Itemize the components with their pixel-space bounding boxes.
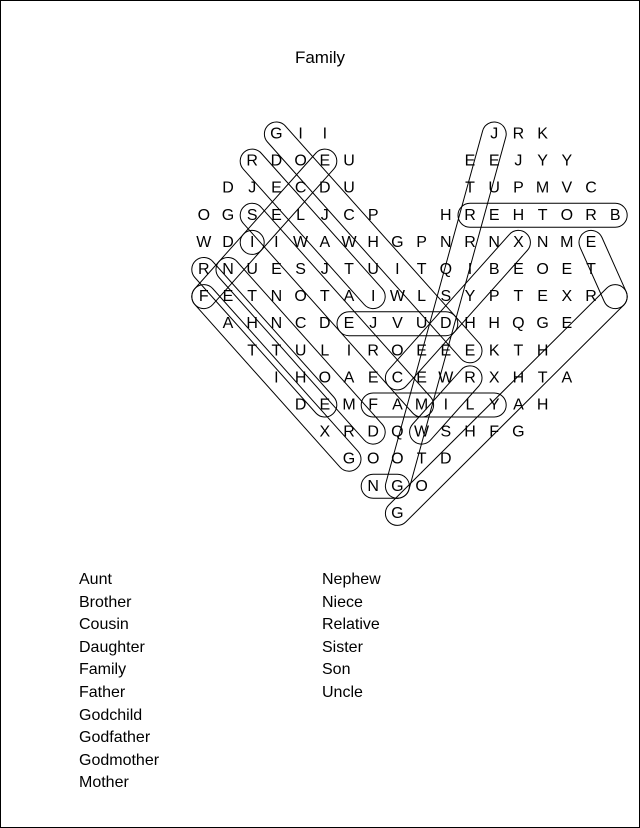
word-list-item: Godmother — [79, 751, 160, 769]
grid-letter: J — [514, 152, 523, 170]
grid-letter: N — [536, 233, 549, 251]
grid-letter: D — [319, 179, 331, 197]
grid-letter: T — [537, 206, 548, 224]
grid-letter: M — [560, 233, 574, 251]
grid-letter: J — [490, 125, 499, 143]
grid-letter: R — [464, 233, 476, 251]
grid-letter: T — [416, 261, 427, 278]
grid-letter: A — [319, 233, 331, 251]
grid-letter: E — [271, 179, 282, 197]
grid-letter: A — [513, 396, 524, 414]
grid-letter: D — [440, 315, 452, 333]
grid-letter: T — [513, 288, 524, 306]
grid-letter: Y — [464, 288, 476, 306]
grid-letter: V — [561, 179, 573, 197]
grid-letter: E — [416, 342, 427, 360]
grid-letter: E — [561, 315, 573, 333]
answer-loop — [235, 198, 438, 422]
word-list-item: Sister — [322, 638, 363, 656]
word-list-item: Nephew — [322, 571, 381, 588]
grid-letter: T — [344, 261, 354, 278]
grid-letter: H — [294, 369, 307, 387]
grid-letter: E — [271, 206, 282, 224]
grid-letter: G — [536, 315, 549, 333]
grid-letter: H — [440, 206, 452, 224]
grid-letter: A — [343, 369, 355, 387]
grid-letter: P — [513, 179, 524, 197]
grid-letter: G — [391, 233, 404, 251]
grid-letter: J — [320, 206, 329, 224]
grid-letter: S — [440, 288, 452, 306]
word-list-item: Family — [79, 661, 127, 679]
grid-letter: N — [488, 233, 500, 251]
grid-letter: O — [294, 152, 307, 170]
word-list-item: Godchild — [79, 706, 143, 724]
grid-letter: I — [298, 125, 303, 143]
grid-letter: R — [512, 125, 525, 143]
grid-letter: I — [274, 369, 279, 387]
grid-letter: W — [196, 233, 212, 251]
grid-letter: E — [561, 261, 573, 278]
grid-letter: T — [586, 261, 596, 278]
grid-letter: T — [271, 342, 282, 360]
grid-letter: N — [222, 261, 234, 278]
word-list-item: Niece — [322, 593, 363, 611]
grid-letter: G — [512, 423, 525, 441]
word-list-item: Godfather — [79, 729, 151, 747]
grid-letter: P — [488, 288, 500, 306]
grid-letter: Y — [488, 396, 500, 414]
grid-letter: M — [414, 396, 429, 414]
grid-letter: O — [391, 342, 404, 360]
word-list-right — [322, 569, 381, 705]
grid-letter: Y — [537, 152, 548, 170]
answer-loop — [235, 144, 390, 313]
grid-letter: A — [392, 396, 403, 414]
grid-letter: I — [322, 125, 328, 143]
grid-letter: C — [585, 179, 597, 197]
grid-letter: I — [346, 342, 352, 360]
grid-letter: R — [585, 288, 597, 306]
grid-letter: V — [392, 315, 403, 333]
grid-letter: U — [343, 152, 355, 170]
grid-letter: J — [248, 179, 257, 197]
grid-letter: I — [370, 288, 376, 306]
grid-letter: A — [222, 315, 234, 333]
grid-letter: A — [343, 288, 355, 306]
grid-letter: T — [537, 369, 548, 387]
grid-letter: I — [395, 261, 400, 278]
grid-letter: I — [249, 233, 255, 251]
grid-letter: D — [270, 152, 283, 170]
grid-letter: X — [561, 288, 573, 306]
grid-letter: S — [295, 261, 306, 278]
grid-letter: H — [512, 369, 525, 387]
grid-letter: H — [512, 206, 525, 224]
word-search-grid — [1, 1, 639, 561]
grid-letter: E — [367, 369, 379, 387]
grid-letter: R — [585, 206, 597, 224]
grid-letter: X — [319, 423, 331, 441]
grid-letter: W — [389, 288, 405, 306]
grid-letter: Q — [391, 423, 404, 441]
grid-letter: P — [367, 206, 379, 224]
grid-letter: W — [438, 369, 454, 387]
grid-letter: E — [271, 261, 282, 278]
grid-letter: H — [367, 233, 379, 251]
grid-letter: G — [391, 477, 404, 495]
word-list-item: Aunt — [79, 571, 112, 588]
grid-letter: R — [343, 423, 355, 441]
grid-letter: K — [537, 125, 548, 143]
grid-letter: E — [416, 369, 427, 387]
grid-letter: O — [366, 450, 380, 468]
grid-letter: X — [513, 233, 524, 251]
grid-letter: J — [369, 315, 378, 333]
puzzle-title: Family — [294, 48, 346, 67]
grid-letter: N — [270, 315, 283, 333]
grid-letter: U — [415, 315, 428, 333]
grid-letter: G — [221, 206, 235, 224]
word-list-item: Uncle — [322, 683, 363, 701]
grid-letter: I — [467, 261, 473, 278]
grid-letter: O — [197, 206, 211, 224]
grid-letter: F — [368, 396, 379, 414]
word-list-item: Cousin — [79, 616, 129, 634]
grid-letter: L — [320, 342, 330, 360]
grid-letter: E — [319, 152, 331, 170]
grid-letter: N — [270, 288, 283, 306]
grid-letter: D — [222, 179, 234, 197]
grid-letter: T — [465, 179, 475, 197]
grid-letter: U — [367, 261, 379, 278]
grid-letter: N — [440, 233, 452, 251]
word-list-item: Father — [79, 683, 126, 701]
grid-letter: J — [320, 261, 329, 278]
grid-letter: G — [342, 450, 356, 468]
grid-letter: M — [535, 179, 550, 197]
grid-letter: E — [513, 261, 524, 278]
grid-letter: Q — [439, 261, 453, 278]
grid-letter: H — [464, 315, 476, 333]
grid-letter: W — [414, 423, 430, 441]
grid-letter: E — [537, 288, 548, 306]
grid-letter: D — [222, 233, 234, 251]
grid-letter: E — [440, 342, 452, 360]
grid-letter: F — [198, 288, 209, 306]
answer-loop — [383, 119, 509, 501]
grid-letter: U — [246, 261, 258, 278]
grid-letter: E — [585, 233, 597, 251]
grid-letter: R — [198, 261, 210, 278]
grid-letter: T — [416, 450, 427, 468]
grid-letter: D — [294, 396, 307, 414]
grid-letter: C — [391, 369, 404, 387]
grid-letter: H — [246, 315, 258, 333]
grid-letter: C — [294, 179, 307, 197]
grid-letter: O — [318, 369, 332, 387]
grid-letter: D — [367, 423, 379, 441]
grid-letter: U — [294, 342, 307, 360]
grid-letter: T — [513, 342, 524, 360]
grid-letter: M — [342, 396, 356, 414]
grid-letter: O — [536, 261, 549, 278]
grid-letter: E — [222, 288, 234, 306]
grid-letter: H — [536, 342, 549, 360]
answer-loop — [575, 227, 631, 313]
grid-letter: R — [246, 152, 258, 170]
grid-letter: T — [247, 342, 258, 360]
grid-letter: H — [488, 315, 500, 333]
grid-letter: W — [341, 233, 357, 251]
word-list-item: Mother — [79, 774, 129, 792]
grid-letter: E — [488, 152, 500, 170]
grid-letter: L — [296, 206, 306, 224]
grid-letter: P — [416, 233, 427, 251]
grid-letter: E — [488, 206, 500, 224]
word-list-item: Brother — [79, 593, 132, 611]
grid-letter: I — [443, 396, 449, 414]
grid-letter: T — [319, 288, 330, 306]
grid-letter: L — [465, 396, 475, 414]
word-list-item: Relative — [322, 616, 380, 634]
grid-letter: R — [464, 206, 476, 224]
grid-letter: C — [294, 315, 307, 333]
grid-letter: G — [391, 504, 404, 522]
grid-letter: L — [417, 288, 427, 306]
grid-letter: U — [343, 179, 355, 197]
grid-letter: U — [488, 179, 500, 197]
grid-letter: S — [246, 206, 258, 224]
grid-letter: O — [391, 450, 404, 468]
grid-letter: T — [247, 288, 258, 306]
grid-letter: O — [415, 477, 428, 495]
grid-letter: I — [274, 233, 279, 251]
grid-letter: O — [560, 206, 574, 224]
grid-letter: R — [464, 369, 476, 387]
grid-letter: R — [367, 342, 379, 360]
word-list-item: Son — [322, 661, 351, 679]
grid-letter: D — [319, 315, 331, 333]
grid-letter: D — [440, 450, 452, 468]
grid-letter: B — [609, 206, 621, 224]
grid-letter: X — [488, 369, 500, 387]
grid-letter: G — [270, 125, 283, 143]
grid-letter: N — [367, 477, 379, 495]
grid-letter: Y — [561, 152, 573, 170]
grid-letter: B — [488, 261, 500, 278]
grid-letter: Q — [512, 315, 525, 333]
grid-letter: S — [440, 423, 452, 441]
grid-letter: C — [343, 206, 355, 224]
grid-letter: E — [319, 396, 331, 414]
grid-letter: K — [488, 342, 500, 360]
grid-letter: A — [561, 369, 573, 387]
grid-letter: O — [294, 288, 307, 306]
grid-letter: E — [464, 342, 476, 360]
word-list-left — [79, 569, 159, 795]
grid-letter: E — [464, 152, 476, 170]
grid-letter: H — [464, 423, 476, 441]
grid-letter: W — [293, 233, 309, 251]
grid-letter: H — [536, 396, 549, 414]
grid-letter: E — [343, 315, 355, 333]
grid-letter: F — [489, 423, 500, 441]
word-list-item: Daughter — [79, 638, 145, 656]
